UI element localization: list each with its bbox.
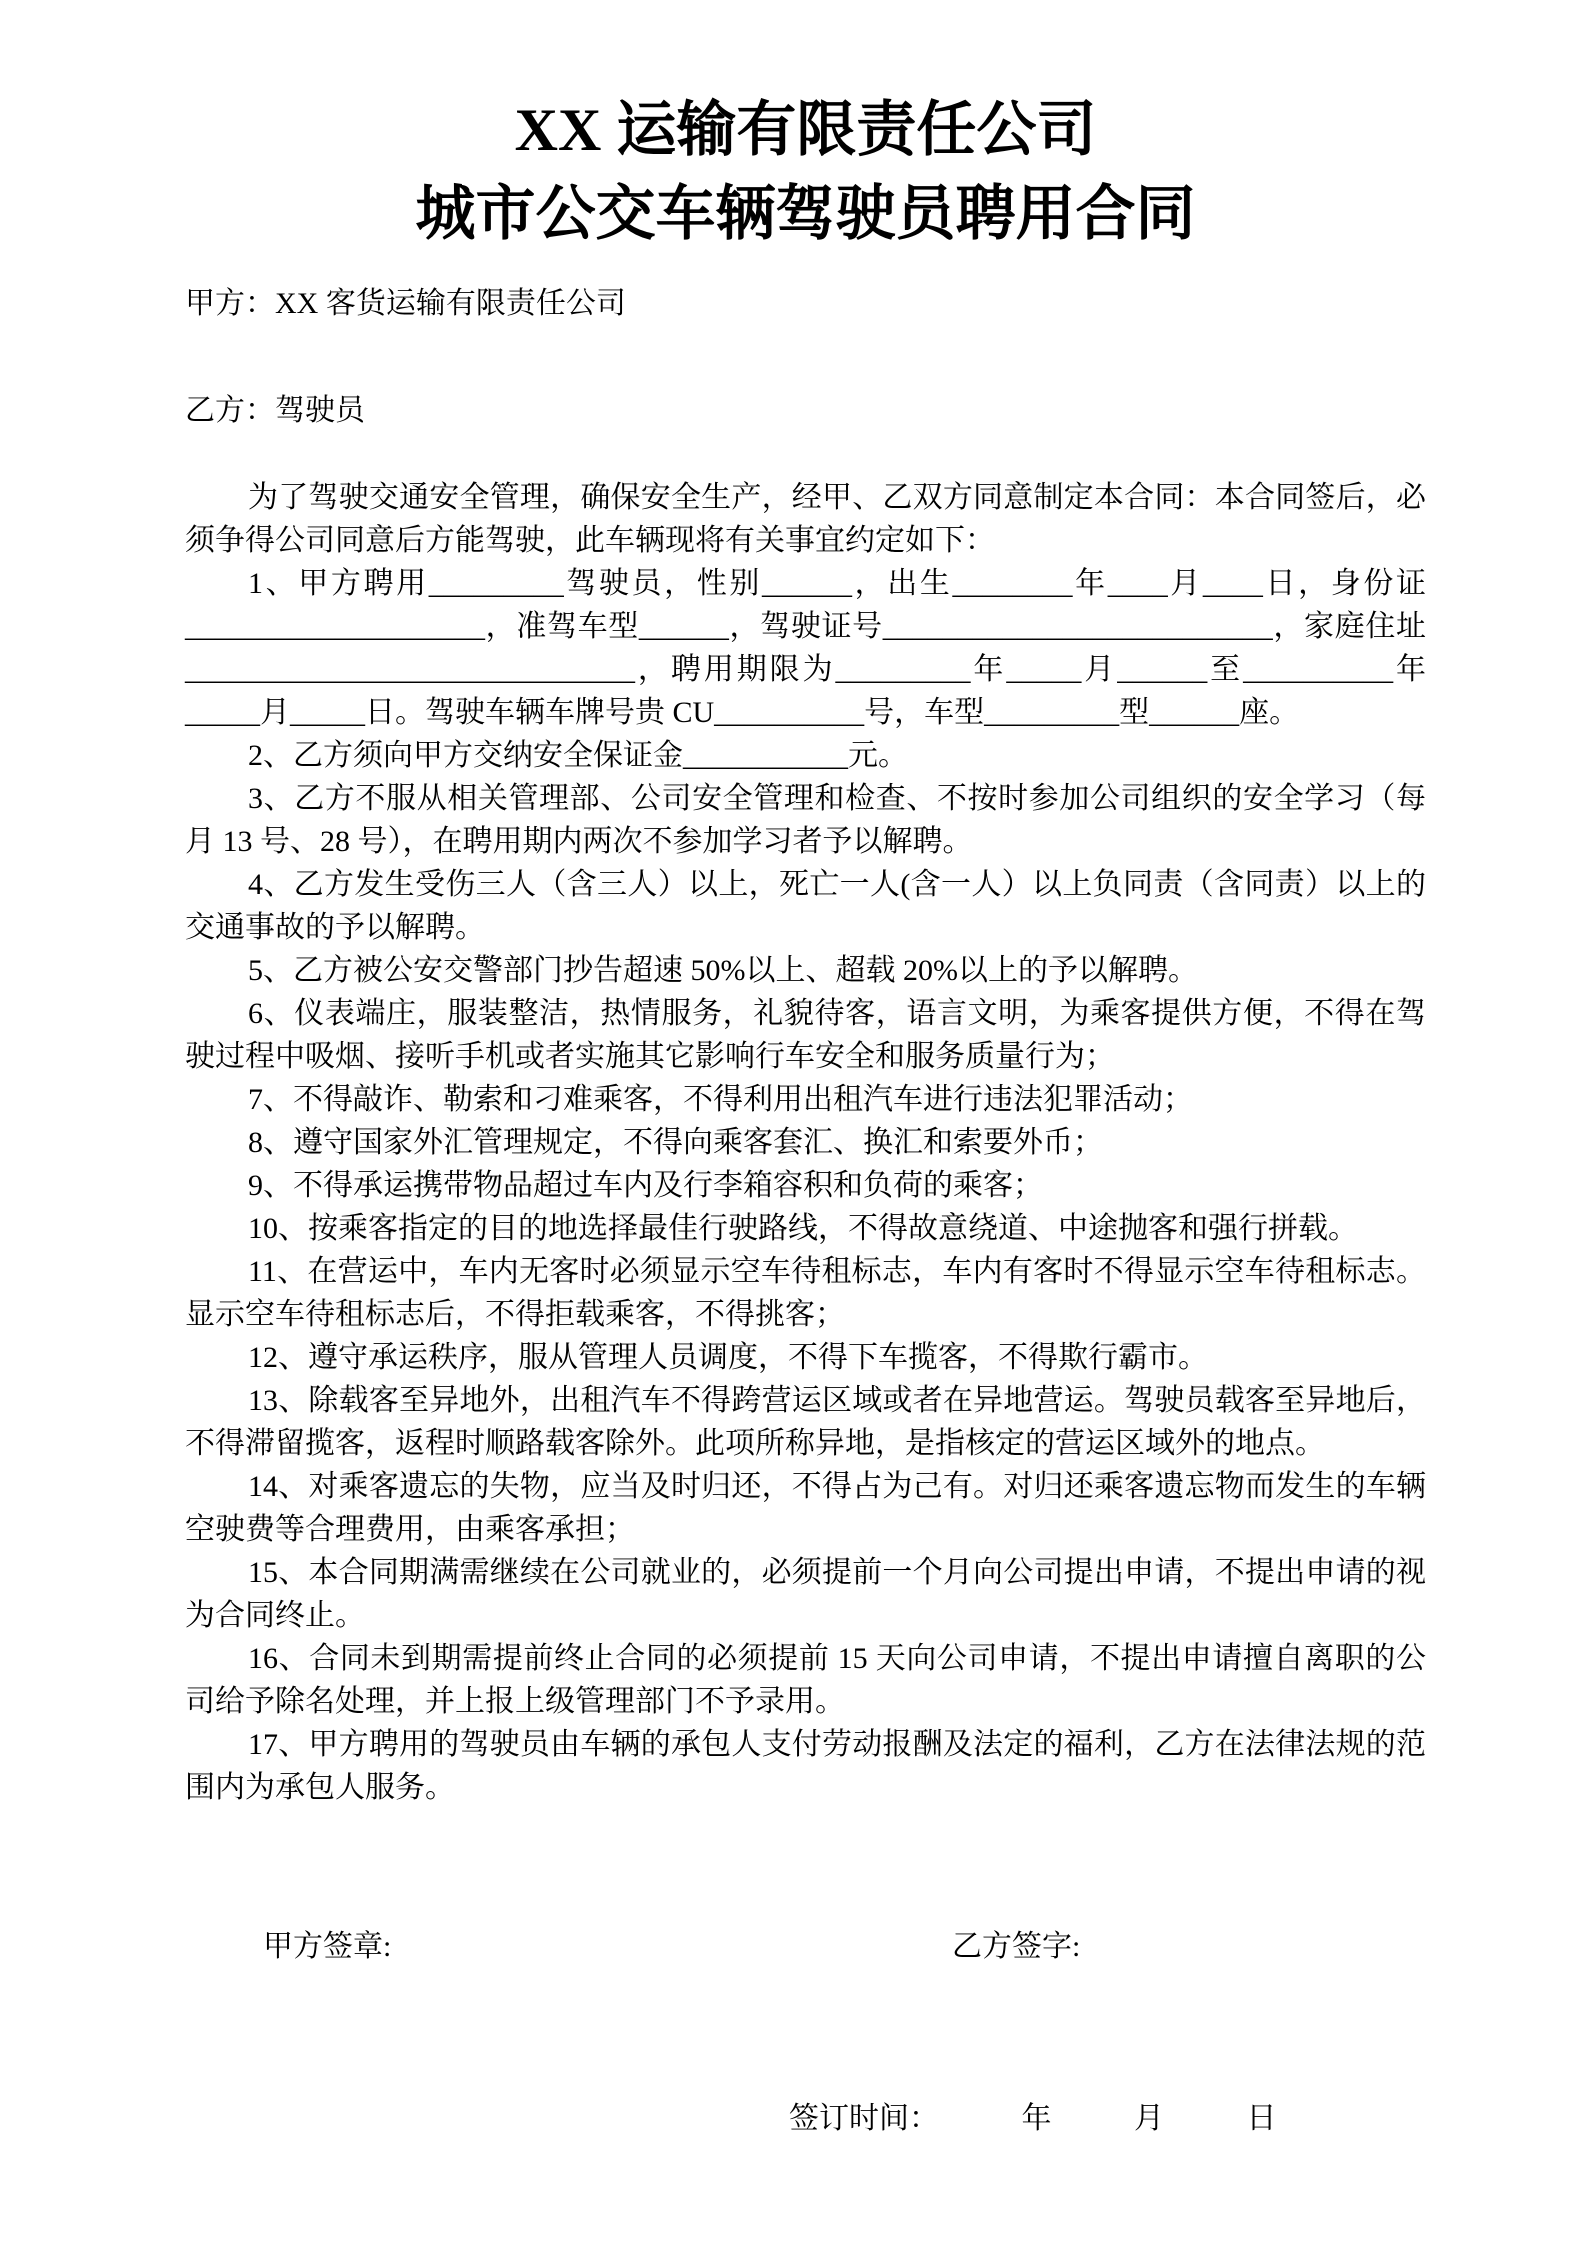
document-title-line-1: XX 运输有限责任公司: [514, 97, 1097, 163]
contract-clause-9: 9、不得承运携带物品超过车内及行李箱容积和负荷的乘客；: [248, 1169, 1043, 1202]
signing-date-row: [789, 2097, 1277, 2140]
contract-clause-7: 7、不得敲诈、勒索和刁难乘客，不得利用出租汽车进行违法犯罪活动；: [248, 1083, 1193, 1116]
contract-clause-11: 11、在营运中，车内无客时必须显示空车待租标志，车内有客时不得显示空车待租标志。显示空车待租标志后，不得拒载乘客，不得挑客；: [185, 1255, 1426, 1331]
contract-clause-16: 16、合同未到期需提前终止合同的必须提前 15 天向公司申请，不提出申请擅自离职的公司给予除名处理，并上报上级管理部门不予录用。: [185, 1642, 1426, 1718]
party-a-signature-label: 甲方签章:: [263, 1930, 392, 1963]
contract-clause-1: 1、甲方聘用_________驾驶员，性别______，出生________年____月____日，身份证____________________，准驾车型______，驾驶证号__________________________，家庭住址 ______________________________，聘用期限为_________年_____月______至__________年_____月_____日。驾驶车辆车牌号贵 CU__________号，车型_________型______座。: [185, 567, 1426, 729]
signing-date-month-label: 月: [1134, 2102, 1164, 2135]
contract-body: [185, 476, 1426, 1809]
document-title-line-2: 城市公交车辆驾驶员聘用合同: [415, 181, 1196, 247]
contract-clause-15: 15、本合同期满需继续在公司就业的，必须提前一个月向公司提出申请，不提出申请的视为合同终止。: [185, 1556, 1426, 1632]
signature-row: [263, 1925, 1426, 1968]
signing-date-year-label: 年: [1021, 2102, 1052, 2135]
contract-clause-5: 5、乙方被公安交警部门抄告超速 50%以上、超载 20%以上的予以解聘。: [248, 954, 1198, 987]
contract-clause-13: 13、除载客至异地外，出租汽车不得跨营运区域或者在异地营运。驾驶员载客至异地后，不得滞留揽客，返程时顺路载客除外。此项所称异地，是指核定的营运区域外的地点。: [185, 1384, 1426, 1460]
document-title: [185, 88, 1426, 256]
contract-clause-3: 3、乙方不服从相关管理部、公司安全管理和检查、不按时参加公司组织的安全学习（每月 13 号、28 号），在聘用期内两次不参加学习者予以解聘。: [185, 782, 1426, 858]
contract-clause-8: 8、遵守国家外汇管理规定，不得向乘客套汇、换汇和索要外币；: [248, 1126, 1103, 1159]
contract-preamble: 为了驾驶交通安全管理，确保安全生产，经甲、乙双方同意制定本合同：本合同签后，必须争得公司同意后方能驾驶，此车辆现将有关事宜约定如下：: [185, 481, 1426, 557]
contract-clause-17: 17、甲方聘用的驾驶员由车辆的承包人支付劳动报酬及法定的福利，乙方在法律法规的范围内为承包人服务。: [185, 1728, 1426, 1804]
contract-clause-6: 6、仪表端庄，服装整洁，热情服务，礼貌待客，语言文明，为乘客提供方便，不得在驾驶过程中吸烟、接听手机或者实施其它影响行车安全和服务质量行为；: [185, 997, 1426, 1073]
contract-clause-2: 2、乙方须向甲方交纳安全保证金___________元。: [248, 739, 908, 772]
signing-date-day-label: 日: [1246, 2102, 1277, 2135]
signing-date-label: 签订时间：: [789, 2102, 939, 2135]
contract-clause-4: 4、乙方发生受伤三人（含三人）以上，死亡一人(含一人）以上负同责（含同责）以上的交通事故的予以解聘。: [185, 868, 1426, 944]
contract-clause-14: 14、对乘客遗忘的失物，应当及时归还，不得占为己有。对归还乘客遗忘物而发生的车辆空驶费等合理费用，由乘客承担；: [185, 1470, 1426, 1546]
party-b-signature-label: 乙方签字:: [952, 1930, 1081, 1963]
party-a-line: 甲方：XX 客货运输有限责任公司: [185, 287, 626, 320]
contract-clause-10: 10、按乘客指定的目的地选择最佳行驶路线，不得故意绕道、中途抛客和强行拼载。: [248, 1212, 1358, 1245]
party-b-line: 乙方：驾驶员: [185, 394, 365, 427]
contract-clause-12: 12、遵守承运秩序，服从管理人员调度，不得下车揽客，不得欺行霸市。: [248, 1341, 1208, 1374]
